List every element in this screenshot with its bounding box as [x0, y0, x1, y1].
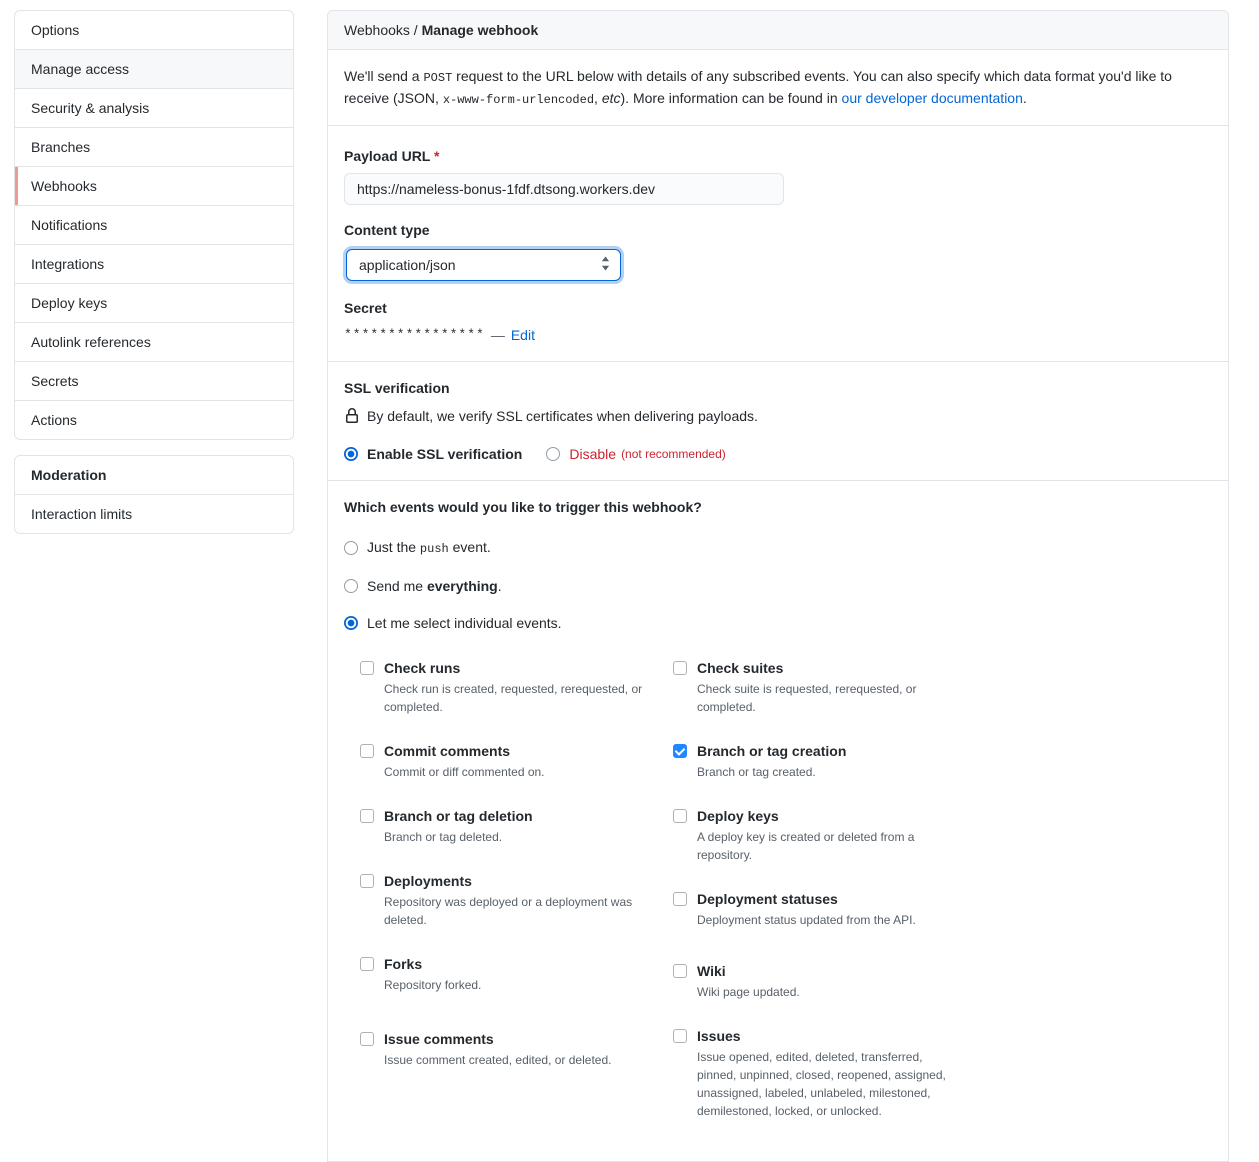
intro-part: request to the URL below with details of any subscribed events. You can also specify which data format you'd like to receive (JSON,: [344, 68, 1172, 106]
content-type-group: [344, 220, 1212, 283]
event-text: [697, 889, 916, 929]
issue-comments-checkbox[interactable]: [360, 1032, 374, 1046]
sidebar-item-deploy-keys[interactable]: Deploy keys: [15, 283, 293, 322]
event-branch-tag-deletion[interactable]: [360, 806, 673, 846]
check-runs-checkbox[interactable]: [360, 661, 374, 675]
secret-row: [344, 325, 1212, 345]
issues-checkbox[interactable]: [673, 1029, 687, 1043]
secret-edit-link[interactable]: Edit: [510, 327, 535, 344]
event-text: [384, 806, 533, 846]
sidebar-item-autolink-references[interactable]: Autolink references: [15, 322, 293, 361]
secret-masked-value: ****************: [344, 327, 485, 343]
label-part: .: [497, 578, 502, 595]
event-deployments[interactable]: [360, 871, 673, 929]
moderation-nav: [14, 455, 294, 534]
ssl-enable-option[interactable]: [344, 444, 522, 464]
event-branch-tag-creation[interactable]: [673, 741, 1212, 781]
event-desc: Branch or tag deleted.: [384, 830, 503, 845]
commit-comments-checkbox[interactable]: [360, 744, 374, 758]
event-title: Issues: [697, 1028, 741, 1045]
event-desc: A deploy key is created or deleted from a repository.: [697, 830, 915, 863]
wiki-checkbox[interactable]: [673, 964, 687, 978]
event-text: [697, 658, 955, 716]
sidebar-item-integrations[interactable]: Integrations: [15, 244, 293, 283]
just-push-radio[interactable]: [344, 541, 358, 555]
intro-part: We'll send a: [344, 68, 424, 84]
required-asterisk: *: [434, 148, 440, 165]
intro-part: .: [1022, 89, 1027, 106]
event-title: Commit comments: [384, 743, 511, 760]
secret-dash: —: [490, 327, 505, 344]
ssl-radio-row: [344, 444, 1212, 464]
event-check-suites[interactable]: [673, 658, 1212, 716]
manage-webhook-panel: [327, 10, 1229, 1162]
breadcrumb-separator: /: [413, 22, 418, 38]
event-desc: Check run is created, requested, rerequested, or completed.: [384, 682, 643, 715]
event-desc: Issue opened, edited, deleted, transferred, pinned, unpinned, closed, reopened, assigned, unassigned, labeled, unlabeled, milestoned, demilestoned, locked, or unlocked.: [697, 1050, 946, 1119]
check-suites-checkbox[interactable]: [673, 661, 687, 675]
events-section: [328, 481, 1228, 1161]
event-desc: Issue comment created, edited, or deleted.: [384, 1053, 612, 1068]
everything-radio[interactable]: [344, 579, 358, 593]
settings-sidebar: [14, 10, 294, 534]
payload-url-label-text: Payload URL: [344, 148, 431, 165]
event-desc: Commit or diff commented on.: [384, 765, 545, 780]
payload-url-input[interactable]: [344, 173, 784, 205]
individual-events-label: Let me select individual events.: [367, 615, 562, 632]
deploy-keys-checkbox[interactable]: [673, 809, 687, 823]
event-forks[interactable]: [360, 954, 673, 994]
event-option-individual[interactable]: [344, 613, 1212, 633]
event-title: Check runs: [384, 660, 461, 677]
ssl-disable-label: Disable: [569, 446, 617, 463]
ssl-enable-radio[interactable]: [344, 447, 358, 461]
event-deployment-statuses[interactable]: [673, 889, 1212, 929]
secret-label: Secret: [344, 300, 387, 317]
payload-url-label: [344, 146, 1212, 166]
deployment-statuses-checkbox[interactable]: [673, 892, 687, 906]
events-left-column: [360, 658, 673, 1145]
ssl-enable-label: Enable SSL verification: [367, 446, 523, 463]
event-text: [697, 1026, 955, 1120]
event-wiki[interactable]: [673, 961, 1212, 1001]
intro-section: [328, 50, 1228, 126]
branch-tag-creation-checkbox[interactable]: [673, 744, 687, 758]
event-desc: Branch or tag created.: [697, 765, 816, 780]
content-type-select[interactable]: [346, 249, 621, 281]
just-push-label: [367, 537, 491, 559]
label-part: Just the: [367, 539, 420, 556]
ssl-section-title: SSL verification: [344, 380, 450, 397]
event-title: Forks: [384, 956, 423, 973]
select-arrows-icon: [601, 256, 610, 274]
secret-group: [344, 298, 1212, 345]
intro-part: ,: [594, 89, 602, 106]
event-desc: Deployment status updated from the API.: [697, 913, 916, 928]
ssl-note-text: By default, we verify SSL certificates when delivering payloads.: [367, 408, 758, 425]
event-text: [697, 806, 955, 864]
developer-documentation-link[interactable]: our developer documentation: [841, 89, 1023, 106]
payload-url-group: [344, 146, 1212, 205]
label-part: Send me: [367, 578, 427, 595]
label-part: event.: [448, 539, 491, 556]
event-deploy-keys[interactable]: [673, 806, 1212, 864]
sidebar-item-notifications[interactable]: Notifications: [15, 205, 293, 244]
lock-icon: [344, 408, 360, 424]
urlencoded-code: x-www-form-urlencoded: [442, 92, 595, 107]
moderation-section-header: Moderation: [31, 467, 107, 483]
sidebar-item-manage-access[interactable]: Manage access: [15, 49, 293, 88]
event-title: Issue comments: [384, 1031, 494, 1048]
deployments-checkbox[interactable]: [360, 874, 374, 888]
event-commit-comments[interactable]: [360, 741, 673, 781]
events-right-column: [673, 658, 1212, 1145]
event-title: Deployment statuses: [697, 891, 838, 908]
post-code: POST: [423, 71, 453, 85]
ssl-disable-note: (not recommended): [621, 447, 726, 462]
event-desc: Repository was deployed or a deployment was deleted.: [384, 895, 633, 928]
event-text: [384, 954, 481, 994]
intro-part: ). More information can be found in: [620, 89, 842, 106]
events-question: Which events would you like to trigger this webhook?: [344, 499, 702, 516]
ssl-verification-section: [328, 362, 1228, 481]
event-title: Deployments: [384, 873, 472, 890]
event-desc: Check suite is requested, rerequested, or completed.: [697, 682, 917, 715]
sidebar-item-actions[interactable]: Actions: [15, 400, 293, 439]
event-title: Check suites: [697, 660, 784, 677]
event-option-everything[interactable]: [344, 576, 1212, 596]
sidebar-item-interaction-limits[interactable]: Interaction limits: [15, 494, 293, 533]
sidebar-item-options[interactable]: Options: [31, 22, 80, 38]
sidebar-item-webhooks[interactable]: Webhooks: [15, 166, 293, 205]
event-desc: Wiki page updated.: [697, 985, 800, 1000]
individual-events-radio[interactable]: [344, 616, 358, 630]
everything-label: [367, 576, 502, 596]
event-issue-comments[interactable]: [360, 1029, 673, 1069]
event-option-just-push[interactable]: [344, 537, 1212, 559]
webhook-form-section: [328, 126, 1228, 362]
event-title: Wiki: [697, 963, 726, 980]
forks-checkbox[interactable]: [360, 957, 374, 971]
event-text: [384, 1029, 611, 1069]
ssl-note: [344, 406, 1212, 426]
branch-tag-deletion-checkbox[interactable]: [360, 809, 374, 823]
page-title: Manage webhook: [421, 22, 539, 38]
breadcrumb: [328, 11, 1228, 50]
ssl-disable-option[interactable]: [546, 444, 725, 464]
etc-emphasis: etc: [601, 89, 621, 106]
sidebar-item-secrets[interactable]: Secrets: [15, 361, 293, 400]
sidebar-item-branches[interactable]: Branches: [15, 127, 293, 166]
sidebar-item-security-analysis[interactable]: Security & analysis: [15, 88, 293, 127]
settings-nav: [14, 10, 294, 440]
event-text: [384, 871, 666, 929]
event-issues[interactable]: [673, 1026, 1212, 1120]
content-type-label: Content type: [344, 222, 430, 239]
events-checkbox-grid: [360, 658, 1212, 1145]
breadcrumb-webhooks-link[interactable]: Webhooks: [344, 22, 410, 38]
ssl-disable-radio[interactable]: [546, 447, 560, 461]
event-text: [384, 658, 666, 716]
event-title: Branch or tag deletion: [384, 808, 533, 825]
event-text: [384, 741, 545, 781]
event-text: [697, 961, 800, 1001]
event-check-runs[interactable]: [360, 658, 673, 716]
content-type-selected-value: application/json: [359, 257, 456, 274]
event-title: Branch or tag creation: [697, 743, 847, 760]
event-text: [697, 741, 846, 781]
event-title: Deploy keys: [697, 808, 779, 825]
intro-text: [344, 66, 1212, 109]
everything-bold: everything: [426, 578, 498, 595]
push-code: push: [419, 542, 449, 557]
event-desc: Repository forked.: [384, 978, 482, 993]
